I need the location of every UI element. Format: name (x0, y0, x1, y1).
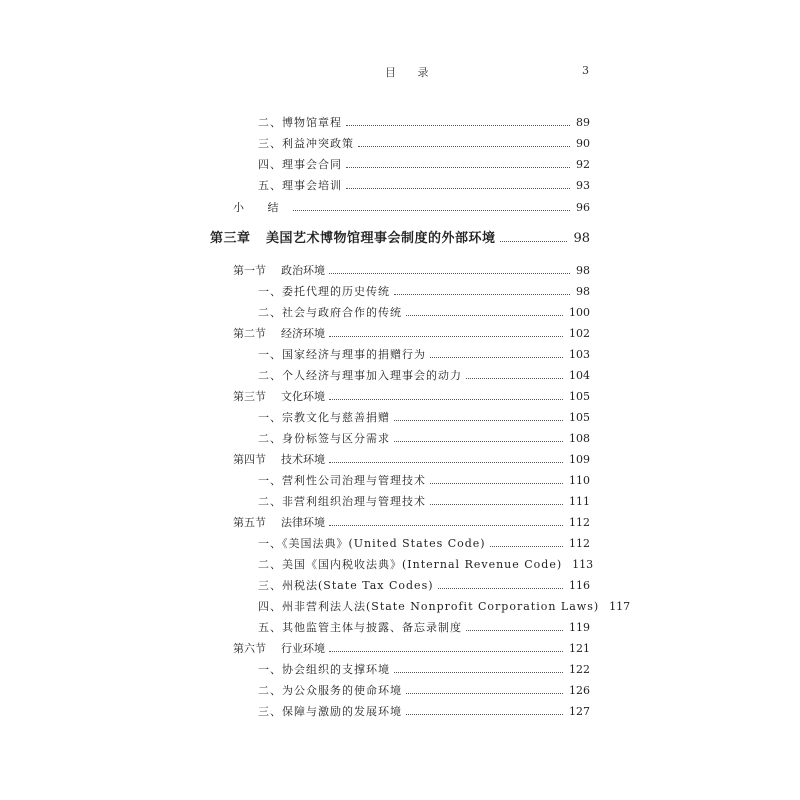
toc-item[interactable] (258, 173, 590, 193)
toc-item-label: 一、委托代理的历史传统 (258, 285, 390, 298)
toc-item-label: 一、宗教文化与慈善捐赠 (258, 411, 390, 424)
dot-leader (490, 546, 563, 547)
dot-leader (329, 336, 563, 337)
dot-leader (430, 357, 563, 358)
toc-page-number: 103 (569, 348, 590, 361)
toc-page-number: 121 (569, 642, 590, 655)
page-number: 3 (582, 64, 589, 77)
dot-leader (430, 504, 563, 505)
dot-leader (329, 462, 563, 463)
toc-page-number: 110 (569, 474, 590, 487)
toc-item[interactable] (258, 152, 590, 172)
toc-summary[interactable] (233, 195, 590, 215)
toc-page-number: 100 (569, 306, 590, 319)
toc-page-number: 105 (569, 411, 590, 424)
chapter-title: 美国艺术博物馆理事会制度的外部环境 (266, 231, 496, 246)
section-title: 经济环境 (281, 327, 325, 340)
toc-item[interactable] (258, 573, 590, 593)
dot-leader (293, 210, 571, 211)
toc-item[interactable] (258, 279, 590, 299)
toc-item-label: 四、理事会合同 (258, 158, 342, 171)
dot-leader (438, 588, 563, 589)
dot-leader (406, 693, 563, 694)
toc-item-label: 二、身份标签与区分需求 (258, 432, 390, 445)
toc-item-label: 二、社会与政府合作的传统 (258, 306, 402, 319)
section-number: 第三节 (233, 390, 266, 403)
dot-leader (329, 525, 563, 526)
dot-leader (406, 315, 563, 316)
toc-section[interactable] (233, 510, 590, 530)
toc-item[interactable] (258, 657, 590, 677)
toc-item-label: 二、为公众服务的使命环境 (258, 684, 402, 697)
section-number: 第四节 (233, 453, 266, 466)
toc-section-label (233, 390, 329, 404)
toc-item-label: 四、州非营利法人法(State Nonprofit Corporation Laws) (258, 600, 600, 613)
toc-section-label (233, 642, 329, 656)
toc-item[interactable] (258, 531, 590, 551)
toc-page-number: 117 (609, 600, 631, 613)
toc-page-number: 119 (569, 621, 590, 634)
dot-leader (394, 294, 570, 295)
toc-item[interactable] (258, 363, 590, 383)
toc-page-number: 96 (576, 201, 590, 214)
section-title: 技术环境 (281, 453, 325, 466)
toc-item[interactable] (258, 699, 590, 719)
toc-section[interactable] (233, 447, 590, 467)
toc-item-label: 三、保障与激励的发展环境 (258, 705, 402, 718)
chapter-number: 第三章 (210, 231, 251, 246)
toc-section-label (233, 327, 329, 341)
toc-chapter[interactable] (210, 226, 590, 246)
toc-item[interactable] (258, 678, 590, 698)
toc-item[interactable] (258, 615, 590, 635)
toc-section[interactable] (233, 321, 590, 341)
toc-page-number: 92 (576, 158, 590, 171)
toc-item[interactable] (258, 300, 590, 320)
toc-item[interactable] (258, 342, 590, 362)
toc-section[interactable] (233, 636, 590, 656)
toc-page-number: 98 (576, 264, 590, 277)
toc-page-number: 127 (569, 705, 590, 718)
dot-leader (466, 378, 563, 379)
toc-item[interactable] (258, 426, 590, 446)
toc-item[interactable] (258, 405, 590, 425)
toc-page-number: 122 (569, 663, 590, 676)
toc-page-number: 126 (569, 684, 590, 697)
toc-item[interactable] (258, 489, 590, 509)
section-number: 第二节 (233, 327, 266, 340)
toc-item-label: 二、个人经济与理事加入理事会的动力 (258, 369, 462, 382)
toc-item-label: 三、州税法(State Tax Codes) (258, 579, 434, 592)
dot-leader (346, 125, 570, 126)
toc-page-number: 111 (569, 495, 590, 508)
dot-leader (346, 188, 570, 189)
dot-leader (500, 241, 568, 242)
toc-page-number: 108 (569, 432, 590, 445)
dot-leader (430, 483, 563, 484)
toc-item-label: 五、其他监管主体与披露、备忘录制度 (258, 621, 462, 634)
toc-item[interactable] (258, 552, 594, 572)
section-number: 第六节 (233, 642, 266, 655)
section-title: 法律环境 (281, 516, 325, 529)
toc-item-label: 二、美国《国内税收法典》(Internal Revenue Code) (258, 558, 563, 571)
toc-page-number: 104 (569, 369, 590, 382)
toc-page-number: 90 (576, 137, 590, 150)
toc-item[interactable] (258, 110, 590, 130)
toc-item-label: 五、理事会培训 (258, 179, 342, 192)
page-header (0, 64, 800, 84)
dot-leader (394, 420, 563, 421)
section-number: 第一节 (233, 264, 266, 277)
toc-page-number: 105 (569, 390, 590, 403)
toc-item-label: 三、利益冲突政策 (258, 137, 354, 150)
toc-page-number: 112 (569, 516, 590, 529)
dot-leader (466, 630, 563, 631)
dot-leader (394, 441, 563, 442)
toc-item[interactable] (258, 468, 590, 488)
toc-item-label: 一、《美国法典》(United States Code) (258, 537, 486, 550)
toc-item-label: 二、博物馆章程 (258, 116, 342, 129)
dot-leader (329, 651, 563, 652)
dot-leader (394, 672, 563, 673)
toc-item[interactable] (258, 131, 590, 151)
section-number: 第五节 (233, 516, 266, 529)
toc-page-number: 98 (576, 285, 590, 298)
toc-page-number: 93 (576, 179, 590, 192)
toc-page-number: 89 (576, 116, 590, 129)
toc-item-label: 一、营利性公司治理与管理技术 (258, 474, 426, 487)
toc-page-number: 102 (569, 327, 590, 340)
section-title: 行业环境 (281, 642, 325, 655)
toc-item[interactable] (258, 594, 631, 614)
toc-page-number: 116 (569, 579, 590, 592)
toc-item-label: 一、国家经济与理事的捐赠行为 (258, 348, 426, 361)
section-title: 政治环境 (281, 264, 325, 277)
toc-page-number: 109 (569, 453, 590, 466)
dot-leader (406, 714, 563, 715)
dot-leader (346, 167, 570, 168)
toc-chapter-label (210, 232, 500, 246)
dot-leader (329, 273, 570, 274)
toc-item-label: 一、协会组织的支撑环境 (258, 663, 390, 676)
toc-section-label (233, 453, 329, 467)
toc-page-number: 98 (573, 231, 590, 246)
toc-page-number: 112 (569, 537, 590, 550)
section-title: 文化环境 (281, 390, 325, 403)
toc-section[interactable] (233, 384, 590, 404)
toc-section-label (233, 264, 329, 278)
toc-page-number: 113 (572, 558, 594, 571)
dot-leader (329, 399, 563, 400)
toc-summary-label: 小 结 (233, 201, 289, 214)
toc-section[interactable] (233, 258, 590, 278)
dot-leader (358, 146, 570, 147)
page-title: 目 录 (385, 66, 438, 79)
toc-item-label: 二、非营利组织治理与管理技术 (258, 495, 426, 508)
toc-section-label (233, 516, 329, 530)
